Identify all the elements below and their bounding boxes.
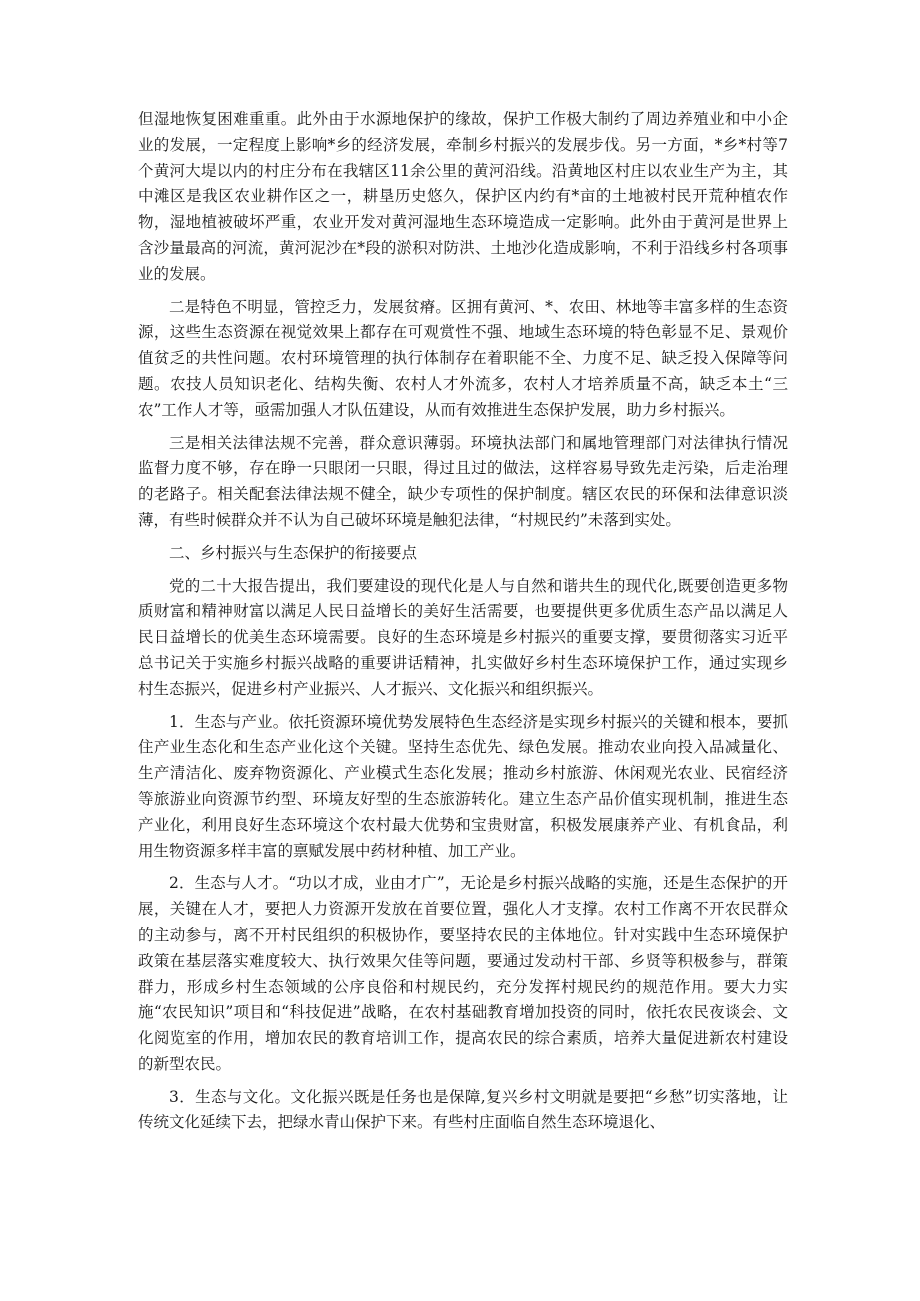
paragraph-continuation: 但湿地恢复困难重重。此外由于水源地保护的缘故，保护工作极大制约了周边养殖业和中小企业的发展，一定程度上影响*乡的经济发展，牵制乡村振兴的发展步伐。另一方面，*乡*村等7个黄河大堤以内的村庄分布在我辖区11余公里的黄河沿线。沿黄地区村庄以农业生产为主，其中滩区是我区农业耕作区之一，耕垦历史悠久，保护区内约有*亩的土地被村民开荒种植农作物，湿地植被破坏严重，农业开发对黄河湿地生态环境造成一定影响。此外由于黄河是世界上含沙量最高的河流，黄河泥沙在*段的淤积对防洪、土地沙化造成影响，不利于沿线乡村各项事业的发展。	[138, 110, 788, 283]
paragraph-ecology-industry: 1．生态与产业。依托资源环境优势发展特色生态经济是实现乡村振兴的关键和根本，要抓住产业生态化和生态产业化这个关键。坚持生态优先、绿色发展。推动农业向投入品减量化、生产清洁化、废弃物资源化、产业模式生态化发展；推动乡村旅游、休闲观光农业、民宿经济等旅游业向资源节约型、环境友好型的生态旅游转化。建立生态产品价值实现机制，推进生态产业化，利用良好生态环境这个农村最大优势和宝贵财富，积极发展康养产业、有机食品，利用生物资源多样丰富的禀赋发展中药材种植、加工产业。	[138, 712, 788, 860]
document-page	[138, 107, 788, 1143]
paragraph-point-two: 二是特色不明显，管控乏力，发展贫瘠。区拥有黄河、*、农田、林地等丰富多样的生态资源，这些生态资源在视觉效果上都存在可观赏性不强、地域生态环境的特色彰显不足、景观价值贫乏的共性问题。农村环境管理的执行体制存在着职能不全、力度不足、缺乏投入保障等问题。农技人员知识老化、结构失衡、农村人才外流多，农村人才培养质量不高，缺乏本土“三农”工作人才等，亟需加强人才队伍建设，从而有效推进生态保护发展，助力乡村振兴。	[138, 297, 788, 419]
paragraph-point-three: 三是相关法律法规不完善，群众意识薄弱。环境执法部门和属地管理部门对法律执行情况监督力度不够，存在睁一只眼闭一只眼，得过且过的做法，这样容易导致先走污染，后走治理的老路子。相关配套法律法规不健全，缺少专项性的保护制度。辖区农民的环保和法律意识淡薄，有些时候群众并不认为自己破坏环境是触犯法律，“村规民约”未落到实处。	[138, 433, 788, 529]
paragraph-intro: 党的二十大报告提出，我们要建设的现代化是人与自然和谐共生的现代化,既要创造更多物质财富和精神财富以满足人民日益增长的美好生活需要，也要提供更多优质生态产品以满足人民日益增长的优美生态环境需要。良好的生态环境是乡村振兴的重要支撑，要贯彻落实习近平总书记关于实施乡村振兴战略的重要讲话精神，扎实做好乡村生态环境保护工作，通过实现乡村生态振兴，促进乡村产业振兴、人才振兴、文化振兴和组织振兴。	[138, 576, 788, 698]
paragraph-ecology-talent: 2．生态与人才。“功以才成，业由才广”，无论是乡村振兴战略的实施，还是生态保护的开展，关键在人才，要把人力资源开发放在首要位置，强化人才支撑。农村工作离不开农民群众的主动参与，离不开村民组织的积极协作，要坚持农民的主体地位。针对实践中生态环境保护政策在基层落实难度较大、执行效果欠佳等问题，要通过发动村干部、乡贤等积极参与，群策群力，形成乡村生态领域的公序良俗和村规民约，充分发挥村规民约的规范作用。要大力实施“农民知识”项目和“科技促进”战略，在农村基础教育增加投资的同时，依托农民夜谈会、文化阅览室的作用，增加农民的教育培训工作，提高农民的综合素质，培养大量促进新农村建设的新型农民。	[138, 874, 788, 1073]
section-heading: 二、乡村振兴与生态保护的衔接要点	[169, 543, 418, 562]
paragraph-ecology-culture: 3．生态与文化。文化振兴既是任务也是保障,复兴乡村文明就是要把“乡愁”切实落地，让传统文化延续下去，把绿水青山保护下来。有些村庄面临自然生态环境退化、	[138, 1087, 788, 1132]
